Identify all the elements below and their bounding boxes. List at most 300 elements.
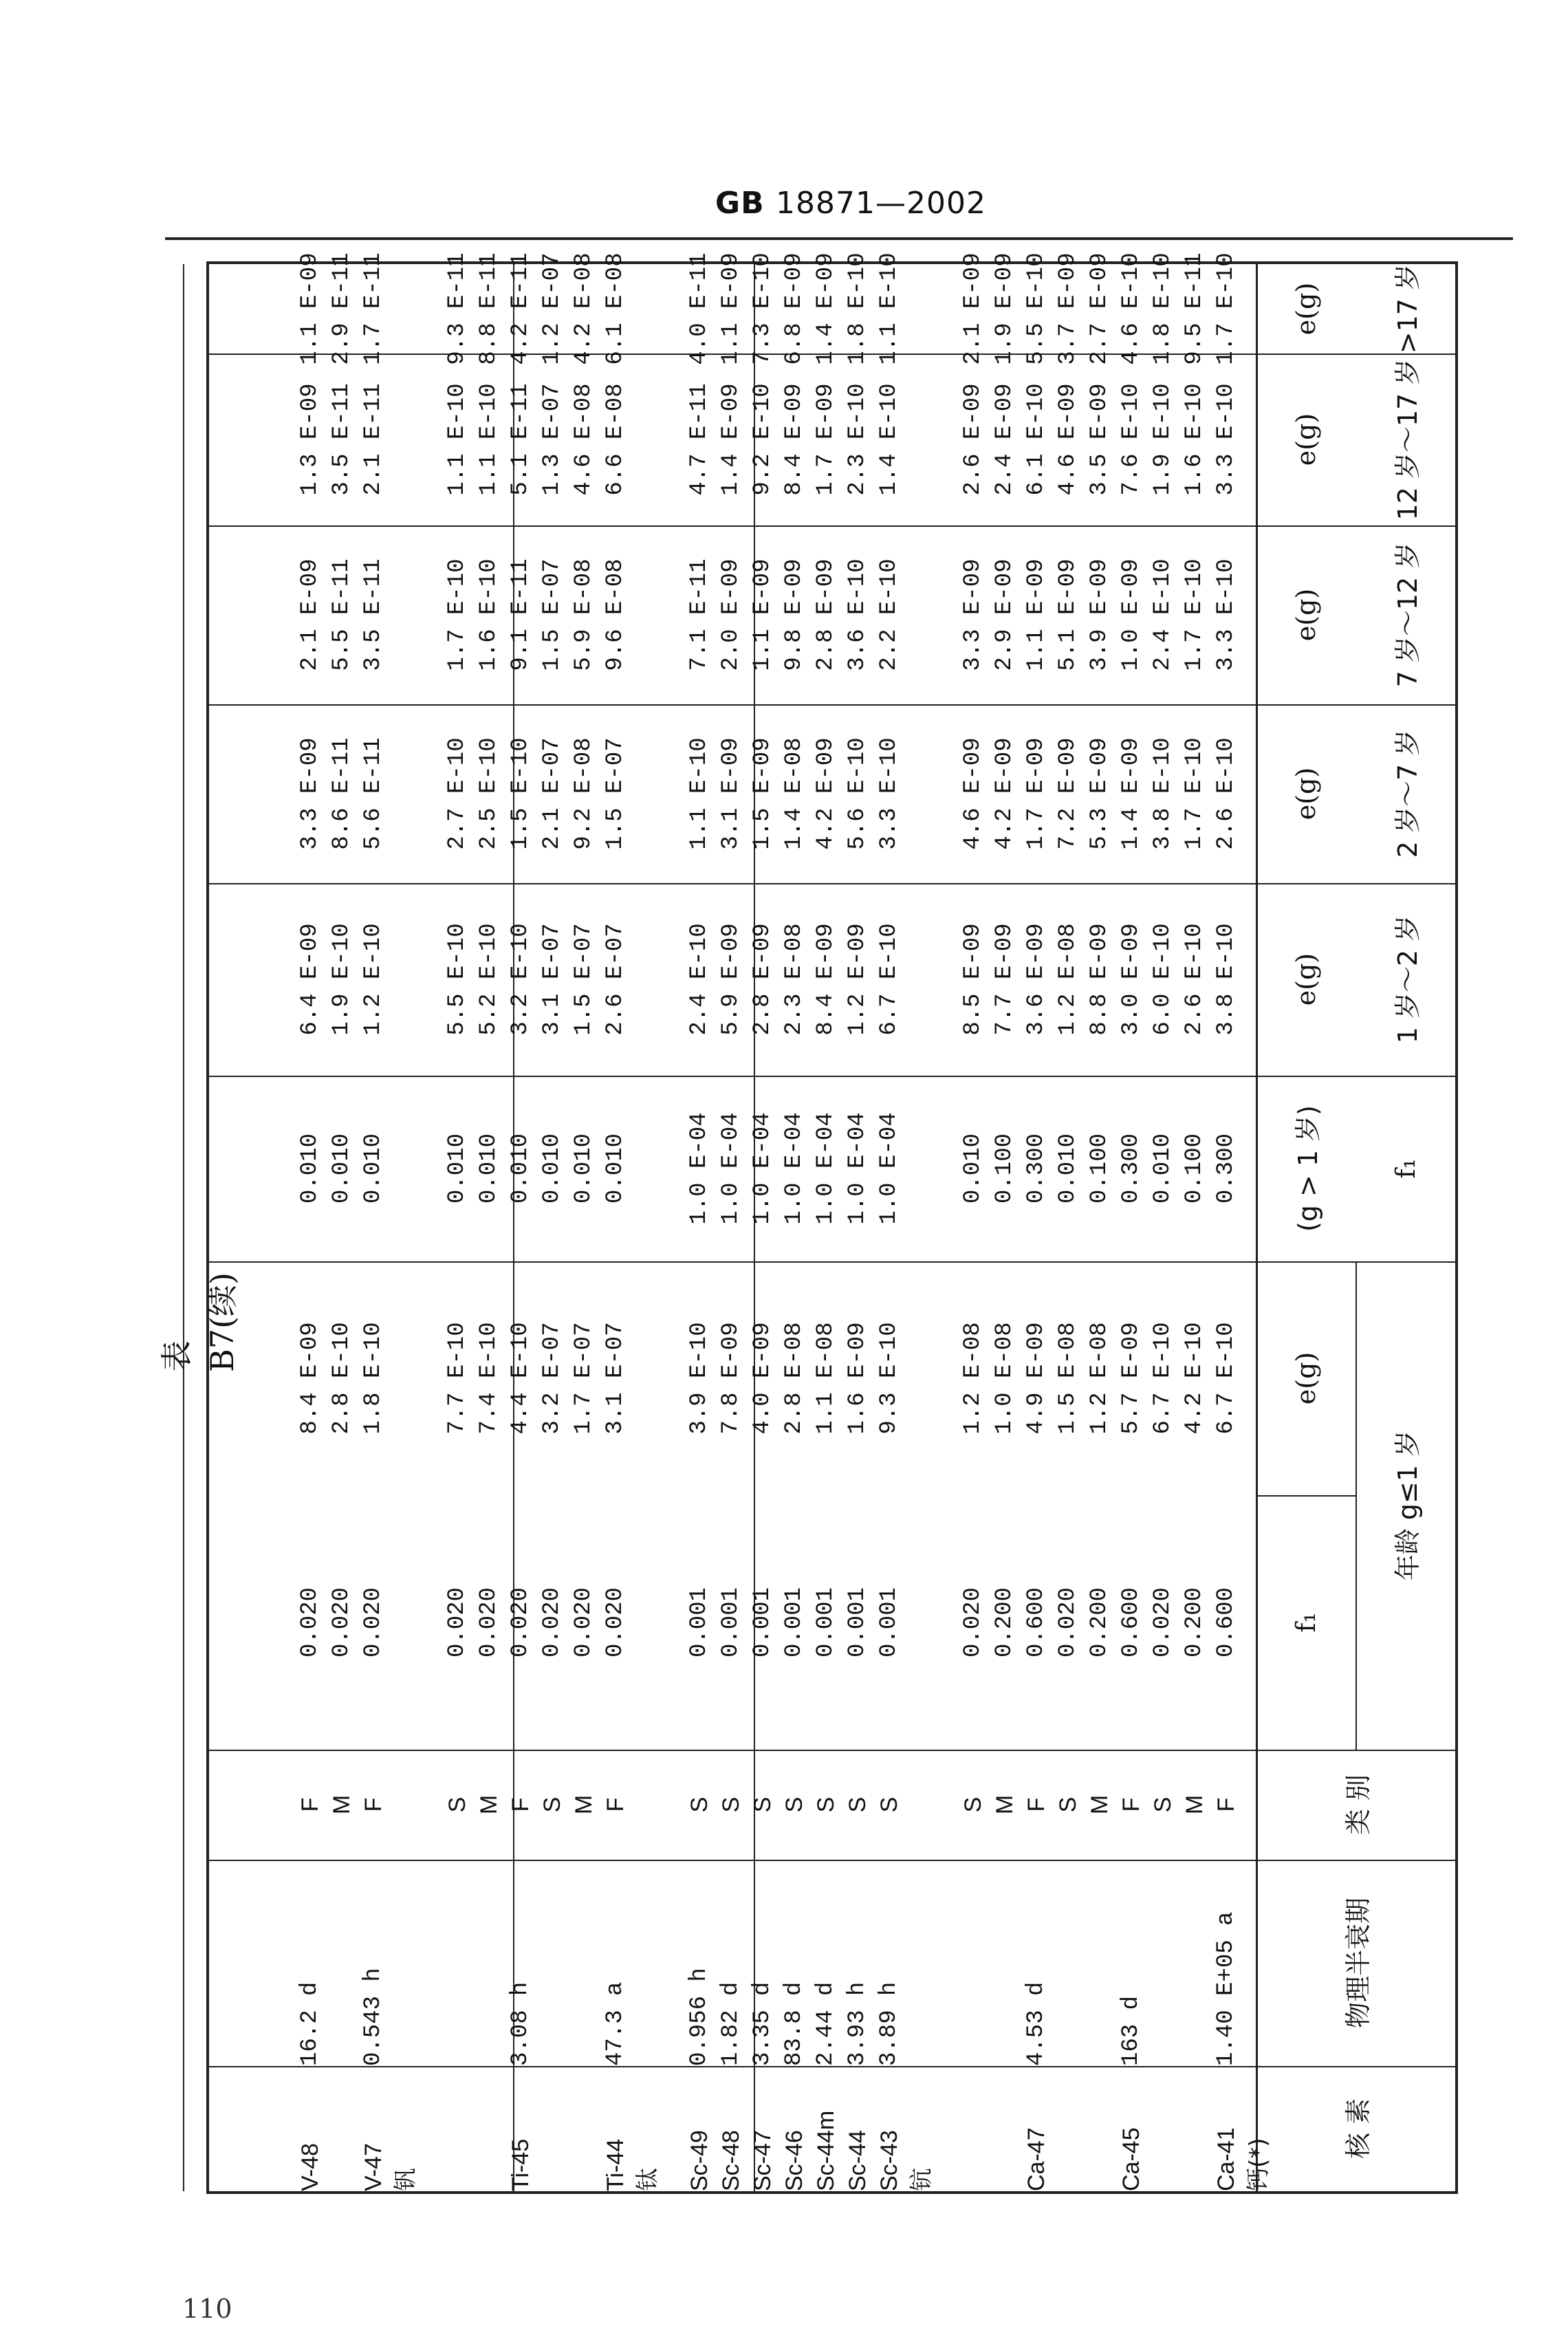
element-label xyxy=(631,2066,662,2191)
absorption-class-text: M xyxy=(570,1794,597,1815)
half-life-value xyxy=(505,1860,536,2066)
dose-value-a-text: 3.6 E-09 xyxy=(1023,923,1049,1036)
f1-infant-value xyxy=(778,1495,810,1750)
dose-value-a-text: 1.5 E-07 xyxy=(571,923,597,1036)
f1-infant-value xyxy=(842,1495,873,1750)
dose-value-b xyxy=(957,704,989,883)
f1-infant-value xyxy=(442,1495,473,1750)
half-life-value xyxy=(842,1860,873,2066)
dose-value-c-text: 1.5 E-07 xyxy=(539,558,565,671)
f1-child-value-text: 0.300 xyxy=(1023,1133,1049,1204)
f1-child-value-text: 0.010 xyxy=(329,1133,355,1204)
header-f1-infant xyxy=(1256,1495,1355,1750)
dose-value-c-text: 5.5 E-11 xyxy=(329,558,355,671)
e-infant-value xyxy=(600,1261,631,1495)
dose-value-a-text: 2.6 E-10 xyxy=(1182,923,1208,1036)
dose-value-e xyxy=(294,252,326,365)
dose-value-e-text: 4.6 E-10 xyxy=(1118,252,1144,365)
e-infant-value xyxy=(1115,1261,1147,1495)
dose-value-a-text: 2.8 E-09 xyxy=(750,923,776,1036)
f1-infant-value-text: 0.020 xyxy=(476,1587,502,1658)
dose-value-a xyxy=(600,883,631,1076)
dose-value-a xyxy=(957,883,989,1076)
absorption-class-text: S xyxy=(717,1796,744,1813)
element-label xyxy=(1242,2066,1270,2191)
dose-value-d xyxy=(684,354,715,525)
header-f1-child-text: f₁ xyxy=(1390,1158,1421,1179)
dose-value-d xyxy=(873,354,905,525)
header-class xyxy=(1256,1750,1455,1860)
dose-value-a xyxy=(1052,883,1084,1076)
dose-value-e-text: 2.7 E-09 xyxy=(1087,252,1113,365)
f1-child-value xyxy=(1115,1076,1147,1261)
half-life-value-text: 163 d xyxy=(1118,1995,1144,2066)
dose-value-d xyxy=(473,354,505,525)
nuclide-name-text: Sc-49 xyxy=(686,2130,712,2191)
dose-value-d xyxy=(1210,354,1242,525)
absorption-class-text: S xyxy=(1149,1796,1176,1813)
absorption-class xyxy=(957,1750,989,1860)
nuclide-name-text: Sc-43 xyxy=(875,2130,902,2191)
dose-value-b-text: 7.2 E-09 xyxy=(1055,737,1081,850)
f1-child-value-text: 0.100 xyxy=(1087,1133,1113,1204)
dose-value-a xyxy=(842,883,873,1076)
nuclide-name xyxy=(715,2066,747,2191)
e-infant-value-text: 9.3 E-10 xyxy=(876,1322,902,1435)
dose-value-b xyxy=(842,704,873,883)
dose-value-b-text: 2.5 E-10 xyxy=(476,737,502,850)
nuclide-name-text: Sc-47 xyxy=(749,2130,776,2191)
dose-value-d-text: 4.6 E-09 xyxy=(1055,383,1081,496)
half-life-value xyxy=(1210,1860,1242,2066)
dose-value-c xyxy=(778,525,810,704)
header-age-7-12-eg xyxy=(1256,525,1355,704)
e-infant-value xyxy=(1210,1261,1242,1495)
standard-prefix: GB xyxy=(715,186,765,221)
dose-value-a xyxy=(1179,883,1210,1076)
f1-child-value xyxy=(684,1076,715,1261)
dose-value-d-text: 1.6 E-10 xyxy=(1182,383,1208,496)
absorption-class xyxy=(715,1750,747,1860)
dose-value-c-text: 2.2 E-10 xyxy=(876,558,902,671)
element-label-text: 钒 xyxy=(391,2168,420,2191)
dose-value-a-text: 2.4 E-10 xyxy=(686,923,712,1036)
dose-value-b xyxy=(747,704,778,883)
element-label xyxy=(389,2066,420,2191)
f1-child-value-text: 1.0 E-04 xyxy=(813,1112,839,1225)
f1-infant-value xyxy=(1147,1495,1179,1750)
dose-value-a xyxy=(505,883,536,1076)
dose-value-d-text: 1.1 E-10 xyxy=(444,383,470,496)
e-infant-value xyxy=(294,1261,326,1495)
dose-value-d-text: 8.4 E-09 xyxy=(781,383,807,496)
dose-value-c xyxy=(873,525,905,704)
dose-value-c xyxy=(1021,525,1052,704)
absorption-class xyxy=(568,1750,600,1860)
dose-value-d xyxy=(1084,354,1115,525)
absorption-class-text: F xyxy=(1023,1797,1049,1812)
f1-child-value-text: 0.100 xyxy=(992,1133,1018,1204)
nuclide-name xyxy=(778,2066,810,2191)
absorption-class-text: F xyxy=(602,1797,629,1812)
f1-child-value-text: 0.010 xyxy=(476,1133,502,1204)
dose-value-c xyxy=(842,525,873,704)
dose-value-e xyxy=(536,252,568,365)
absorption-class xyxy=(684,1750,715,1860)
dose-value-d-text: 1.3 E-07 xyxy=(539,383,565,496)
page-number: 110 xyxy=(182,2294,232,2324)
f1-infant-value xyxy=(568,1495,600,1750)
dose-value-e-text: 2.9 E-11 xyxy=(329,252,355,365)
dose-value-d-text: 1.4 E-10 xyxy=(876,383,902,496)
e-infant-value-text: 8.4 E-09 xyxy=(297,1322,323,1435)
f1-infant-value xyxy=(600,1495,631,1750)
dose-value-b-text: 1.4 E-09 xyxy=(1118,737,1144,850)
dose-value-d-text: 7.6 E-10 xyxy=(1118,383,1144,496)
half-life-value xyxy=(778,1860,810,2066)
dose-value-a xyxy=(442,883,473,1076)
dose-value-d xyxy=(810,354,842,525)
absorption-class-text: S xyxy=(959,1796,986,1813)
f1-child-value-text: 0.010 xyxy=(360,1133,386,1204)
dose-value-e xyxy=(473,252,505,365)
e-infant-value xyxy=(957,1261,989,1495)
dose-value-b-text: 4.2 E-09 xyxy=(813,737,839,850)
header-age-2-7-eg-text: e(g) xyxy=(1290,767,1321,820)
dose-value-d-text: 5.1 E-11 xyxy=(508,383,534,496)
f1-infant-value-text: 0.020 xyxy=(602,1587,629,1658)
f1-infant-value xyxy=(684,1495,715,1750)
dose-value-c xyxy=(989,525,1021,704)
dose-value-a xyxy=(715,883,747,1076)
e-infant-value-text: 4.0 E-09 xyxy=(750,1322,776,1435)
dose-value-b-text: 1.4 E-08 xyxy=(781,737,807,850)
f1-child-value xyxy=(505,1076,536,1261)
dose-value-e xyxy=(1021,252,1052,365)
dose-value-c-text: 7.1 E-11 xyxy=(686,558,712,671)
e-infant-value xyxy=(1084,1261,1115,1495)
nuclide-name-text: Sc-44m xyxy=(812,2110,839,2191)
dose-value-b-text: 1.5 E-10 xyxy=(508,737,534,850)
f1-infant-value xyxy=(358,1495,389,1750)
header-nuclide xyxy=(1256,2066,1455,2191)
dose-value-e-text: 1.8 E-10 xyxy=(1150,252,1176,365)
dose-value-c xyxy=(684,525,715,704)
dose-value-a-text: 8.4 E-09 xyxy=(813,923,839,1036)
dose-value-a-text: 6.4 E-09 xyxy=(297,923,323,1036)
f1-child-value xyxy=(778,1076,810,1261)
dose-value-a-text: 5.9 E-09 xyxy=(718,923,744,1036)
absorption-class-text: M xyxy=(1181,1794,1208,1815)
e-infant-value xyxy=(568,1261,600,1495)
dose-value-a xyxy=(473,883,505,1076)
dose-value-d xyxy=(715,354,747,525)
e-infant-value xyxy=(536,1261,568,1495)
dose-value-c-text: 5.1 E-09 xyxy=(1055,558,1081,671)
dose-value-b-text: 1.7 E-10 xyxy=(1182,737,1208,850)
dose-value-e-text: 1.4 E-09 xyxy=(813,252,839,365)
dose-value-b xyxy=(536,704,568,883)
dose-value-d-text: 2.6 E-09 xyxy=(960,383,986,496)
dose-value-d-text: 1.1 E-10 xyxy=(476,383,502,496)
half-life-value xyxy=(684,1860,715,2066)
f1-infant-value-text: 0.020 xyxy=(960,1587,986,1658)
e-infant-value-text: 4.9 E-09 xyxy=(1023,1322,1049,1435)
f1-infant-value-text: 0.020 xyxy=(1150,1587,1176,1658)
dose-value-a xyxy=(810,883,842,1076)
half-life-value xyxy=(1021,1860,1052,2066)
dose-value-a-text: 2.6 E-07 xyxy=(602,923,629,1036)
nuclide-name xyxy=(810,2066,842,2191)
dose-value-c-text: 9.8 E-09 xyxy=(781,558,807,671)
dose-value-a xyxy=(1147,883,1179,1076)
half-life-value-text: 3.93 h xyxy=(845,1981,871,2066)
dose-value-b-text: 2.7 E-10 xyxy=(444,737,470,850)
e-infant-value-text: 3.1 E-07 xyxy=(602,1322,629,1435)
e-infant-value-text: 1.2 E-08 xyxy=(960,1322,986,1435)
header-age-17-eg-text: e(g) xyxy=(1290,282,1321,336)
f1-infant-value xyxy=(715,1495,747,1750)
absorption-class xyxy=(358,1750,389,1860)
nuclide-name-text: Sc-48 xyxy=(717,2130,744,2191)
dose-value-d-text: 2.3 E-10 xyxy=(845,383,871,496)
dose-value-e xyxy=(715,252,747,365)
dose-value-e-text: 2.1 E-09 xyxy=(960,252,986,365)
absorption-class-text: M xyxy=(1086,1794,1113,1815)
header-half-life xyxy=(1256,1860,1455,2066)
dose-value-b-text: 3.3 E-10 xyxy=(876,737,902,850)
dose-value-a-text: 1.9 E-10 xyxy=(329,923,355,1036)
header-age-group xyxy=(1355,1261,1455,1750)
nuclide-name-text: Sc-44 xyxy=(844,2130,871,2191)
dose-value-b xyxy=(778,704,810,883)
element-label-text: 钪 xyxy=(907,2168,935,2191)
half-life-value xyxy=(715,1860,747,2066)
dose-value-d xyxy=(1179,354,1210,525)
absorption-class xyxy=(989,1750,1021,1860)
dose-value-e-text: 1.7 E-10 xyxy=(1213,252,1239,365)
e-infant-value-text: 6.7 E-10 xyxy=(1150,1322,1176,1435)
dose-value-d xyxy=(568,354,600,525)
f1-child-value-text: 0.010 xyxy=(960,1133,986,1204)
dose-value-b-text: 4.2 E-09 xyxy=(992,737,1018,850)
nuclide-name xyxy=(358,2066,389,2191)
half-life-value xyxy=(873,1860,905,2066)
absorption-class xyxy=(1084,1750,1115,1860)
absorption-class xyxy=(778,1750,810,1860)
dose-value-e xyxy=(1147,252,1179,365)
dose-value-e xyxy=(568,252,600,365)
absorption-class xyxy=(747,1750,778,1860)
half-life-value-text: 1.82 d xyxy=(718,1981,744,2066)
absorption-class-text: M xyxy=(475,1794,502,1815)
dose-value-b-text: 1.5 E-09 xyxy=(750,737,776,850)
header-age-1-2-eg-text: e(g) xyxy=(1290,953,1321,1006)
header-e-infant-text: e(g) xyxy=(1290,1351,1321,1405)
f1-infant-value xyxy=(1210,1495,1242,1750)
f1-infant-value-text: 0.600 xyxy=(1118,1587,1144,1658)
dose-value-c xyxy=(957,525,989,704)
e-infant-value xyxy=(778,1261,810,1495)
f1-infant-value-text: 0.020 xyxy=(297,1587,323,1658)
f1-child-value-text: 1.0 E-04 xyxy=(750,1112,776,1225)
f1-child-value-text: 0.300 xyxy=(1118,1133,1144,1204)
dose-value-e xyxy=(747,252,778,365)
dose-value-c-text: 1.1 E-09 xyxy=(750,558,776,671)
f1-infant-value xyxy=(1052,1495,1084,1750)
absorption-class xyxy=(326,1750,358,1860)
nuclide-name-text: Ti-45 xyxy=(507,2138,534,2191)
dose-value-b xyxy=(568,704,600,883)
absorption-class-text: M xyxy=(328,1794,355,1815)
dose-value-d xyxy=(600,354,631,525)
dose-value-a-text: 1.2 E-08 xyxy=(1055,923,1081,1036)
dose-value-e-text: 4.0 E-11 xyxy=(686,252,712,365)
nuclide-name-text: Sc-46 xyxy=(781,2130,807,2191)
dose-value-c xyxy=(442,525,473,704)
dose-value-c-text: 9.1 E-11 xyxy=(508,558,534,671)
dose-value-e-text: 9.5 E-11 xyxy=(1182,252,1208,365)
f1-infant-value-text: 0.001 xyxy=(813,1587,839,1658)
f1-infant-value xyxy=(989,1495,1021,1750)
e-infant-value-text: 1.6 E-09 xyxy=(845,1322,871,1435)
absorption-class-text: S xyxy=(875,1796,902,1813)
dose-value-c-text: 3.6 E-10 xyxy=(845,558,871,671)
dose-value-d xyxy=(326,354,358,525)
dose-value-e xyxy=(505,252,536,365)
f1-child-value-text: 0.100 xyxy=(1182,1133,1208,1204)
dose-value-d xyxy=(842,354,873,525)
header-age-1-2-text: 1 岁～2 岁 xyxy=(1393,915,1423,1044)
header-age-7-12-text: 7 岁～12 岁 xyxy=(1393,542,1423,688)
nuclide-name xyxy=(505,2066,536,2191)
header-age-7-12 xyxy=(1355,525,1455,704)
header-age-group-text: 年龄 g≤1 岁 xyxy=(1393,1430,1423,1581)
dose-value-c-text: 1.0 E-09 xyxy=(1118,558,1144,671)
dose-value-d xyxy=(358,354,389,525)
dose-value-d xyxy=(294,354,326,525)
dose-value-b xyxy=(989,704,1021,883)
dose-value-a-text: 1.2 E-09 xyxy=(845,923,871,1036)
f1-child-value xyxy=(326,1076,358,1261)
header-e-infant xyxy=(1256,1261,1355,1495)
header-nuclide-text: 核 素 xyxy=(1342,2098,1373,2160)
f1-child-value-text: 0.010 xyxy=(1055,1133,1081,1204)
dose-value-b-text: 1.5 E-07 xyxy=(602,737,629,850)
f1-child-value xyxy=(568,1076,600,1261)
dose-value-a-text: 7.7 E-09 xyxy=(992,923,1018,1036)
header-age-12-17-eg xyxy=(1256,354,1355,525)
dose-value-c xyxy=(715,525,747,704)
absorption-class-text: F xyxy=(296,1797,323,1812)
f1-child-value-text: 1.0 E-04 xyxy=(876,1112,902,1225)
dose-value-e-text: 6.1 E-08 xyxy=(602,252,629,365)
dose-value-e xyxy=(1115,252,1147,365)
absorption-class-text: S xyxy=(812,1796,839,1813)
dose-value-e-text: 1.9 E-09 xyxy=(992,252,1018,365)
dose-value-a xyxy=(778,883,810,1076)
half-life-value-text: 0.956 h xyxy=(686,1968,712,2066)
absorption-class xyxy=(873,1750,905,1860)
nuclide-name-text: Ti-44 xyxy=(602,2138,629,2191)
dose-value-c-text: 2.1 E-09 xyxy=(297,558,323,671)
dose-value-d-text: 1.4 E-09 xyxy=(718,383,744,496)
f1-child-value-text: 0.300 xyxy=(1213,1133,1239,1204)
dose-value-a-text: 6.0 E-10 xyxy=(1150,923,1176,1036)
header-f1-child xyxy=(1355,1076,1455,1261)
dose-value-d xyxy=(442,354,473,525)
absorption-class-text: F xyxy=(360,1797,386,1812)
f1-infant-value-text: 0.020 xyxy=(571,1587,597,1658)
half-life-value xyxy=(294,1860,326,2066)
dose-value-e xyxy=(358,252,389,365)
half-life-value-text: 3.08 h xyxy=(508,1981,534,2066)
dose-value-b xyxy=(1021,704,1052,883)
dose-value-a-text: 8.5 E-09 xyxy=(960,923,986,1036)
dose-value-a xyxy=(989,883,1021,1076)
dose-value-e xyxy=(1052,252,1084,365)
dose-value-a-text: 2.3 E-08 xyxy=(781,923,807,1036)
f1-child-value xyxy=(1021,1076,1052,1261)
dose-value-e xyxy=(873,252,905,365)
dose-value-a xyxy=(294,883,326,1076)
f1-child-value-text: 0.010 xyxy=(1150,1133,1176,1204)
dose-value-b xyxy=(1084,704,1115,883)
f1-child-value xyxy=(873,1076,905,1261)
dose-value-c-text: 5.9 E-08 xyxy=(571,558,597,671)
e-infant-value xyxy=(747,1261,778,1495)
header-age-2-7 xyxy=(1355,704,1455,883)
e-infant-value xyxy=(989,1261,1021,1495)
f1-infant-value-text: 0.001 xyxy=(686,1587,712,1658)
dose-value-b xyxy=(715,704,747,883)
f1-child-value xyxy=(1179,1076,1210,1261)
dose-value-c xyxy=(1210,525,1242,704)
e-infant-value-text: 3.9 E-10 xyxy=(686,1322,712,1435)
f1-child-value xyxy=(957,1076,989,1261)
dose-value-d-text: 9.2 E-10 xyxy=(750,383,776,496)
dose-value-e-text: 1.1 E-09 xyxy=(718,252,744,365)
nuclide-name xyxy=(747,2066,778,2191)
dose-value-c-text: 2.0 E-09 xyxy=(718,558,744,671)
element-label-text: 钙(*) xyxy=(1244,2138,1272,2191)
element-label-text: 钛 xyxy=(633,2168,662,2191)
dose-value-a-text: 6.7 E-10 xyxy=(876,923,902,1036)
dose-value-b xyxy=(684,704,715,883)
header-age-12-17-text: 12 岁～17 岁 xyxy=(1393,358,1423,521)
dose-value-c-text: 1.7 E-10 xyxy=(1182,558,1208,671)
dose-value-b xyxy=(442,704,473,883)
header-f1-child-cond xyxy=(1256,1076,1355,1261)
f1-child-value xyxy=(358,1076,389,1261)
f1-infant-value xyxy=(873,1495,905,1750)
dose-value-c xyxy=(505,525,536,704)
dose-value-c-text: 3.5 E-11 xyxy=(360,558,386,671)
dose-value-c-text: 9.6 E-08 xyxy=(602,558,629,671)
dose-value-e-text: 9.3 E-11 xyxy=(444,252,470,365)
dose-value-c-text: 1.6 E-10 xyxy=(476,558,502,671)
f1-child-value-text: 1.0 E-04 xyxy=(686,1112,712,1225)
dose-value-c xyxy=(1147,525,1179,704)
f1-child-value xyxy=(989,1076,1021,1261)
header-age-2-7-text: 2 岁～7 岁 xyxy=(1393,729,1423,858)
absorption-class xyxy=(842,1750,873,1860)
standard-number: 18871—2002 xyxy=(775,186,986,221)
nuclide-name xyxy=(842,2066,873,2191)
f1-infant-value xyxy=(536,1495,568,1750)
element-group-rule xyxy=(183,264,184,2191)
absorption-class-text: F xyxy=(1212,1797,1239,1812)
